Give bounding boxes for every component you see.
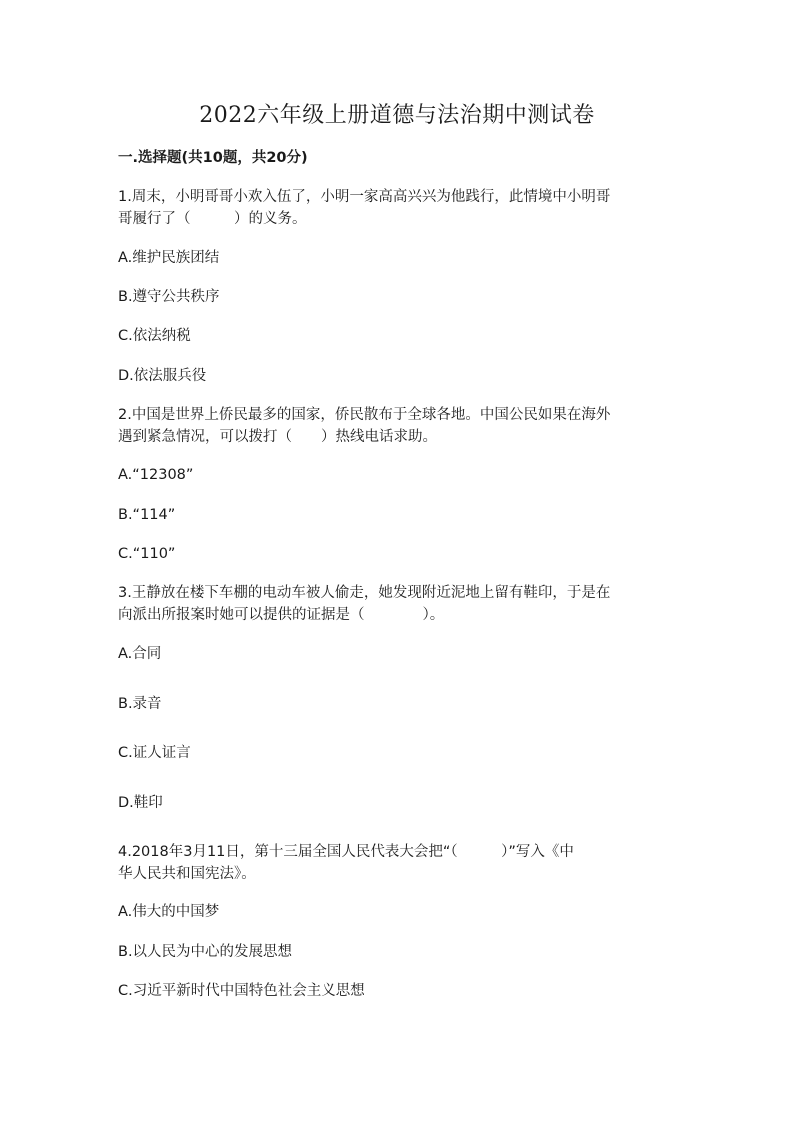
- question-2-option-a: A.“12308”: [118, 467, 194, 483]
- question-3-option-c: C.证人证言: [118, 745, 191, 761]
- question-1-option-b: B.遵守公共秩序: [118, 289, 220, 305]
- question-2-option-b: B.“114”: [118, 507, 176, 523]
- question-1-stem-line-1: 1.周末，小明哥哥小欢入伍了，小明一家高高兴兴为他践行，此情境中小明哥: [118, 189, 611, 205]
- question-1-option-c: C.依法纳税: [118, 328, 191, 344]
- question-3-option-d: D.鞋印: [118, 795, 163, 811]
- question-4-stem-line-2: 华人民共和国宪法》。: [118, 866, 256, 882]
- question-3-option-a: A.合同: [118, 646, 162, 662]
- question-1-option-a: A.维护民族团结: [118, 250, 220, 266]
- question-3-stem-line-1: 3.王静放在楼下车棚的电动车被人偷走，她发现附近泥地上留有鞋印，于是在: [118, 585, 611, 601]
- question-2-stem-line-1: 2.中国是世界上侨民最多的国家，侨民散布于全球各地。中国公民如果在海外: [118, 407, 611, 423]
- question-1-stem-line-2: 哥履行了（ ）的义务。: [118, 211, 307, 227]
- question-2-option-c: C.“110”: [118, 546, 176, 562]
- section-heading: 一.选择题(共10题，共20分): [118, 150, 308, 166]
- question-4-stem-line-1: 4.2018年3月11日，第十三届全国人民代表大会把“（ ）”写入《中: [118, 844, 574, 860]
- question-3-option-b: B.录音: [118, 696, 162, 712]
- question-3-stem-line-2: 向派出所报案时她可以提供的证据是（ ）。: [118, 607, 445, 623]
- question-4-option-c: C.习近平新时代中国特色社会主义思想: [118, 983, 365, 999]
- question-4-option-b: B.以人民为中心的发展思想: [118, 944, 293, 960]
- question-2-stem-line-2: 遇到紧急情况，可以拨打（ ）热线电话求助。: [118, 429, 437, 445]
- question-4-option-a: A.伟大的中国梦: [118, 904, 220, 920]
- question-1-option-d: D.依法服兵役: [118, 368, 207, 384]
- page-title: 2022六年级上册道德与法治期中测试卷: [199, 103, 595, 128]
